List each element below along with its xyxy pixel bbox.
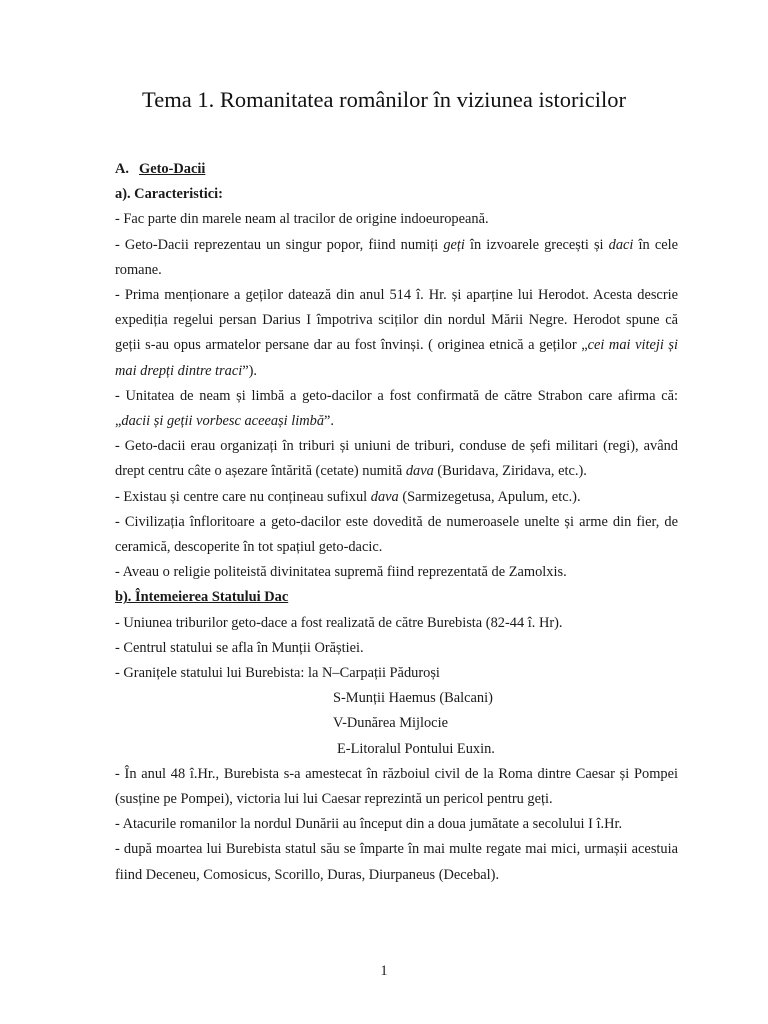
paragraph-a4: - Unitatea de neam și limbă a geto-dacilor a fost confirmată de către Strabon care afirma că: „dacii și geții vorbesc aceeași limbă”. [115,387,678,430]
paragraph-b6: - după moartea lui Burebista statul său se împarte în mai multe regate mai mici, urmașii acestuia fiind Deceneu, Comosicus, Scorillo, Duras, Diurpaneus (Decebal). [115,841,678,883]
paragraph-b4: - În anul 48 î.Hr., Burebista s-a amestecat în războiul civil de la Roma dintre Caesar și Pompei (susține pe Pompei), victoria lui lui Caesar reprezintă un pericol pentru geți. [115,765,678,808]
border-east: E-Litoralul Pontului Euxin. [337,740,495,757]
section-a-title: Geto-Dacii [139,161,206,177]
document-body [115,157,678,888]
paragraph-a5: - Geto-dacii erau organizați în triburi și uniuni de triburi, conduse de șefi militari (regi), având drept centru câte o așezare întărită (cetate) numită dava (Buridava, Ziridava, etc.). [115,438,678,480]
section-a-heading [115,157,678,182]
border-west: V-Dunărea Mijlocie [333,715,448,732]
paragraph-a7: - Civilizația înfloritoare a geto-dacilor este dovedită de numeroasele unelte și arme din fier, de ceramică, descoperite în tot spațiul geto-dacic. [115,513,678,556]
section-b-heading: b). Întemeierea Statului Dac [115,589,289,606]
paragraph-a3: - Prima menționare a geților datează din anul 514 î. Hr. și aparține lui Herodot. Acesta descrie expediția regelui persan Darius I împotriva sciților din nordul Mării Negre. Herodot spune că geții s-au opus armatelor persane dar au fost învinși. ( originea etnică a geților „cei mai viteji și mai drepți dintre traci”). [115,287,678,379]
border-south: S-Munții Haemus (Balcani) [333,690,493,707]
paragraph-a8: - Aveau o religie politeistă divinitatea supremă fiind reprezentată de Zamolxis. [115,564,567,581]
paragraph-a1: - Fac parte din marele neam al tracilor de origine indoeuropeană. [115,211,489,228]
section-a-subheading: a). Caracteristici: [115,186,223,203]
paragraph-b1: - Uniunea triburilor geto-dace a fost realizată de către Burebista (82-44 î. Hr). [115,614,563,631]
section-a-number: A. [115,161,129,177]
paragraph-a6: - Existau și centre care nu conțineau sufixul dava (Sarmizegetusa, Apulum, etc.). [115,488,581,505]
paragraph-b2: - Centrul statului se afla în Munții Orăștiei. [115,639,364,656]
paragraph-b5: - Atacurile romanilor la nordul Dunării au început din a doua jumătate a secolului I î.Hr. [115,816,623,833]
page-title: Tema 1. Romanitatea românilor în viziunea istoricilor [142,87,626,112]
paragraph-a2: - Geto-Dacii reprezentau un singur popor, fiind numiți geți în izvoarele grecești și daci în cele romane. [115,236,678,278]
paragraph-b3: - Granițele statului lui Burebista: la N–Carpații Păduroși [115,665,440,682]
page-number: 1 [380,963,388,979]
